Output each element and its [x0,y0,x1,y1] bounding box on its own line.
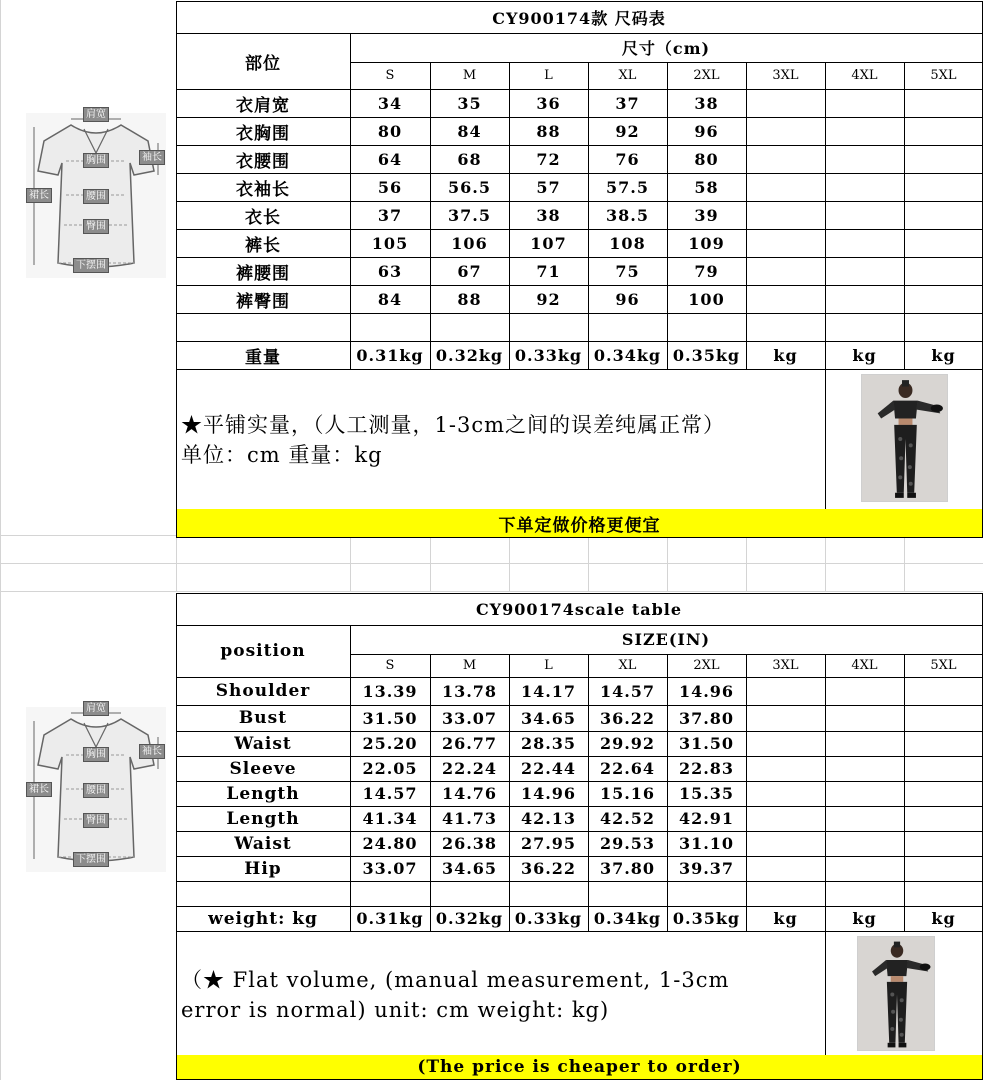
en-table-cell: 37.80 [599,859,656,878]
cn-table-cell: 0.35kg [672,345,741,365]
en-table-cell: kg [931,909,956,928]
cn-table-cell: 63 [377,261,403,281]
en-table-cell: 42.52 [599,809,656,828]
en-table-cell: 31.50 [678,734,735,753]
cn-table-cell: 39 [694,205,719,225]
cn-table-cell: 71 [536,261,561,281]
cn-size-label-m: M [462,68,477,83]
cn-table-cell: 0.31kg [356,345,424,365]
en-table-cell [825,831,904,856]
en-table-cell: 42.13 [520,809,577,828]
cn-table-cell [667,313,746,341]
en-table-cell: 26.77 [441,734,498,753]
model-figure [862,375,948,502]
en-size-label-2xl: 2XL [693,658,720,673]
en-table-cell [904,731,983,756]
en-table-cell: 41.34 [362,809,418,828]
en-size-label-l: L [544,658,553,673]
cn-table-cell: 37 [377,205,403,225]
en-table-cell: 14.57 [599,681,656,701]
en-table-cell: 31.10 [678,834,735,853]
en-table-cell [350,881,430,906]
en-table-cell [904,856,983,881]
en-size-label-5xl: 5XL [930,658,957,673]
en-hem-label: 下摆围 [73,852,109,867]
en-size-label-3xl: 3XL [772,658,799,673]
cn-size-label-4xl: 4XL [851,68,878,83]
en-table-cell [746,677,825,705]
en-table-cell [746,856,825,881]
cn-table-cell: 38 [536,205,561,225]
en-table-cell: 28.35 [520,734,577,753]
cn-hip-label: 臀围 [83,219,109,234]
cn-row-label: 裤长 [245,235,281,256]
en-row-label: Length [226,783,300,804]
en-table-cell [904,781,983,806]
cn-table-cell: 107 [530,233,567,253]
grid-line [430,535,431,591]
en-table-cell: kg [773,909,798,928]
en-footer-banner: (The price is cheaper to order) [177,1055,982,1079]
cn-size-label-xl: XL [618,68,637,83]
cn-table-cell: 57.5 [606,177,649,197]
cn-table-cell [825,201,904,229]
cn-table-cell: 68 [457,149,482,169]
cn-table-cell [904,257,983,285]
en-table-cell: 13.39 [362,681,418,701]
cn-table-cell: 92 [615,121,640,141]
en-row-label: Length [226,808,300,829]
en-table-cell: 14.96 [678,681,735,701]
en-sleeve-label: 袖长 [139,744,165,759]
cn-table-cell: 100 [688,289,725,309]
en-table-cell: 14.96 [520,784,577,803]
en-table-cell [904,806,983,831]
en-table-cell [746,756,825,781]
grid-line [0,591,983,592]
en-table-cell: 24.80 [362,834,418,853]
cn-table-cell: 67 [457,261,482,281]
cn-table-cell [904,229,983,257]
en-table-cell: 29.53 [599,834,656,853]
en-table-cell [904,831,983,856]
en-row-label: Waist [234,733,292,754]
cn-table-title: CY900174款 尺码表 [492,8,666,28]
cn-table-cell: 80 [377,121,403,141]
en-table-cell: 34.65 [520,708,577,728]
en-table-cell: 31.50 [362,708,418,728]
cn-table-cell [904,89,983,117]
en-table-cell: 0.35kg [672,909,741,928]
en-table-cell: 27.95 [520,834,577,853]
cn-row-label: 衣腰围 [236,151,290,172]
cn-table-cell: 37 [615,93,640,113]
cn-note-line-1: ★平铺实量，（人工测量，1-3cm之间的误差纯属正常） [181,413,725,437]
cn-size-label-l: L [544,68,553,83]
cn-row-label: 裤臀围 [236,291,290,312]
cn-product-photo [861,374,948,502]
en-table-cell: 42.91 [678,809,735,828]
cn-table-cell: 96 [694,121,719,141]
cn-table-cell: 0.33kg [514,345,583,365]
en-size-label-m: M [462,658,477,673]
cn-row-label [176,313,350,341]
cn-table-cell [746,229,825,257]
en-table-title: CY900174scale table [475,599,683,619]
en-table-cell: 0.33kg [514,909,583,928]
cn-table-cell [825,257,904,285]
cn-table-cell: 56 [377,177,403,197]
cn-table-cell: 35 [457,93,482,113]
en-row-label [176,881,350,906]
cn-table-cell: 76 [615,149,640,169]
cn-table-cell: 72 [536,149,561,169]
cn-table-cell: 105 [371,233,409,253]
en-table-cell: 34.65 [441,859,498,878]
cn-table-cell: 79 [694,261,719,281]
table-rule [176,369,983,370]
cn-table-cell [746,89,825,117]
en-size-label-4xl: 4XL [851,658,878,673]
en-table-cell: 25.20 [362,734,418,753]
cn-row-label: 重量 [245,347,281,368]
cn-table-cell [904,313,983,341]
table-rule [825,931,826,1055]
cn-sleeve-label: 袖长 [139,150,165,165]
en-row-label: Shoulder [215,681,311,701]
en-table-cell [746,806,825,831]
en-table-cell: 15.35 [678,784,735,803]
en-table-cell [825,856,904,881]
cn-table-cell [746,201,825,229]
en-table-cell [746,781,825,806]
grid-line [588,535,589,591]
en-table-cell [667,881,746,906]
cn-table-cell [746,117,825,145]
en-table-cell [825,677,904,705]
en-table-cell: 14.17 [520,681,577,701]
cn-table-cell: 108 [609,233,646,253]
en-row-label: Hip [244,858,282,879]
cn-table-cell [904,145,983,173]
cn-table-cell [904,173,983,201]
cn-table-cell [825,173,904,201]
cn-table-cell [825,229,904,257]
en-table-cell [746,731,825,756]
en-size-label-s: S [385,658,395,673]
en-row-label: Bust [238,708,288,728]
table-border [176,537,983,538]
en-table-cell: 14.76 [441,784,498,803]
table-rule [825,369,826,509]
cn-table-cell [746,257,825,285]
en-table-cell: 37.80 [678,708,735,728]
cn-table-cell [904,201,983,229]
cn-hem-label: 下摆围 [73,258,109,273]
cn-size-label-5xl: 5XL [930,68,957,83]
cn-size-label-s: S [385,68,395,83]
en-hip-label: 臀围 [83,813,109,828]
en-table-cell: 41.73 [441,809,498,828]
en-table-cell [904,756,983,781]
en-table-cell: 13.78 [441,681,498,701]
cn-shoulder-label: 肩宽 [83,107,109,122]
cn-table-cell [746,173,825,201]
cn-table-cell [588,313,667,341]
grid-line [176,535,177,591]
cn-table-cell: 36 [536,93,561,113]
cn-table-cell [746,313,825,341]
en-table-cell [825,731,904,756]
cn-table-cell: 84 [457,121,482,141]
en-table-cell: 22.64 [599,759,656,778]
cn-table-cell: 109 [688,233,725,253]
grid-line [746,535,747,591]
cn-table-cell: 84 [377,289,403,309]
en-table-cell: 22.24 [441,759,498,778]
grid-line [667,535,668,591]
cn-size-label-2xl: 2XL [693,68,720,83]
cn-table-cell: 88 [457,289,482,309]
cn-note-line-2: 单位：cm 重量：kg [181,443,383,467]
en-row-label: weight: kg [208,908,318,929]
grid-line [350,535,351,591]
cn-table-cell [430,313,509,341]
cn-table-cell: 58 [694,177,719,197]
cn-row-label: 裤腰围 [236,263,290,284]
en-table-cell [825,806,904,831]
cn-table-cell [350,313,430,341]
en-table-cell [825,881,904,906]
cn-row-label: 衣袖长 [236,179,290,200]
en-table-cell [904,705,983,731]
cn-table-cell: 80 [694,149,719,169]
en-table-cell: 29.92 [599,734,656,753]
table-rule [176,931,983,932]
en-shoulder-label: 肩宽 [83,701,109,716]
en-table-cell: 0.34kg [593,909,662,928]
cn-table-cell: 34 [377,93,403,113]
cn-table-cell [825,117,904,145]
en-table-cell: 33.07 [441,708,498,728]
en-table-cell: 36.22 [599,708,656,728]
en-note-line-2: error is normal) unit: cm weight: kg) [181,998,610,1022]
en-table-cell [588,881,667,906]
cn-table-cell [746,145,825,173]
en-position-header: position [220,641,306,661]
cn-table-cell [825,285,904,313]
en-size-label-xl: XL [618,658,637,673]
en-table-cell: 0.32kg [435,909,504,928]
cn-table-cell [825,89,904,117]
en-waist-label: 腰围 [83,783,109,798]
en-table-cell [904,677,983,705]
en-skirt-length-label: 裙长 [26,782,52,797]
cn-skirt-length-label: 裙长 [26,188,52,203]
cn-table-cell: 37.5 [448,205,491,225]
cn-row-label: 衣肩宽 [236,95,290,116]
en-table-cell: 39.37 [678,859,735,878]
en-row-label: Sleeve [229,758,297,779]
cn-table-cell [904,117,983,145]
en-bust-label: 胸围 [83,747,109,762]
grid-line [825,535,826,591]
cn-row-label: 衣长 [245,207,281,228]
en-table-cell: 22.83 [678,759,735,778]
cn-size-label-3xl: 3XL [772,68,799,83]
cn-table-cell: 64 [377,149,403,169]
cn-table-cell: 106 [451,233,488,253]
en-table-cell: kg [852,909,877,928]
en-table-cell [509,881,588,906]
model-figure [858,937,935,1051]
en-table-cell [430,881,509,906]
cn-table-cell [746,285,825,313]
cn-table-cell: kg [773,345,798,365]
cn-table-cell [509,313,588,341]
en-table-cell [746,881,825,906]
cn-table-cell: 38.5 [606,205,649,225]
cn-table-cell: 57 [536,177,561,197]
cn-table-cell: 0.34kg [593,345,662,365]
en-table-cell [825,781,904,806]
en-table-cell: 22.44 [520,759,577,778]
cn-waist-label: 腰围 [83,189,109,204]
en-table-cell [746,705,825,731]
en-size-header: SIZE(IN) [621,630,711,649]
en-table-cell: 33.07 [362,859,418,878]
cn-size-header: 尺寸（cm) [621,39,711,58]
en-row-label: Waist [234,833,292,854]
cn-footer-banner: 下单定做价格更便宜 [177,509,982,537]
en-table-cell: 22.05 [362,759,418,778]
en-table-cell [825,756,904,781]
en-table-cell: 26.38 [441,834,498,853]
en-table-cell: 36.22 [520,859,577,878]
en-table-cell [746,831,825,856]
en-table-cell: 15.16 [599,784,656,803]
cn-table-cell: 92 [536,289,561,309]
cn-table-cell [825,313,904,341]
grid-line [904,535,905,591]
en-table-cell: 0.31kg [356,909,424,928]
cn-table-cell: kg [931,345,956,365]
cn-table-cell: 75 [615,261,640,281]
en-table-cell [904,881,983,906]
en-table-cell [825,705,904,731]
cn-table-cell: 38 [694,93,719,113]
en-table-cell: 14.57 [362,784,418,803]
grid-line [0,0,1,1080]
cn-table-cell: 88 [536,121,561,141]
grid-line [509,535,510,591]
cn-table-cell: 56.5 [448,177,491,197]
cn-table-cell [825,145,904,173]
cn-row-label: 衣胸围 [236,123,290,144]
cn-position-header: 部位 [245,53,281,74]
en-note-line-1: （★ Flat volume, (manual measurement, 1-3cm [181,968,730,992]
cn-table-cell: 0.32kg [435,345,504,365]
cn-table-cell: 96 [615,289,640,309]
en-product-photo [857,936,935,1051]
grid-line [0,563,983,564]
cn-bust-label: 胸围 [83,153,109,168]
cn-table-cell: kg [852,345,877,365]
cn-table-cell [904,285,983,313]
